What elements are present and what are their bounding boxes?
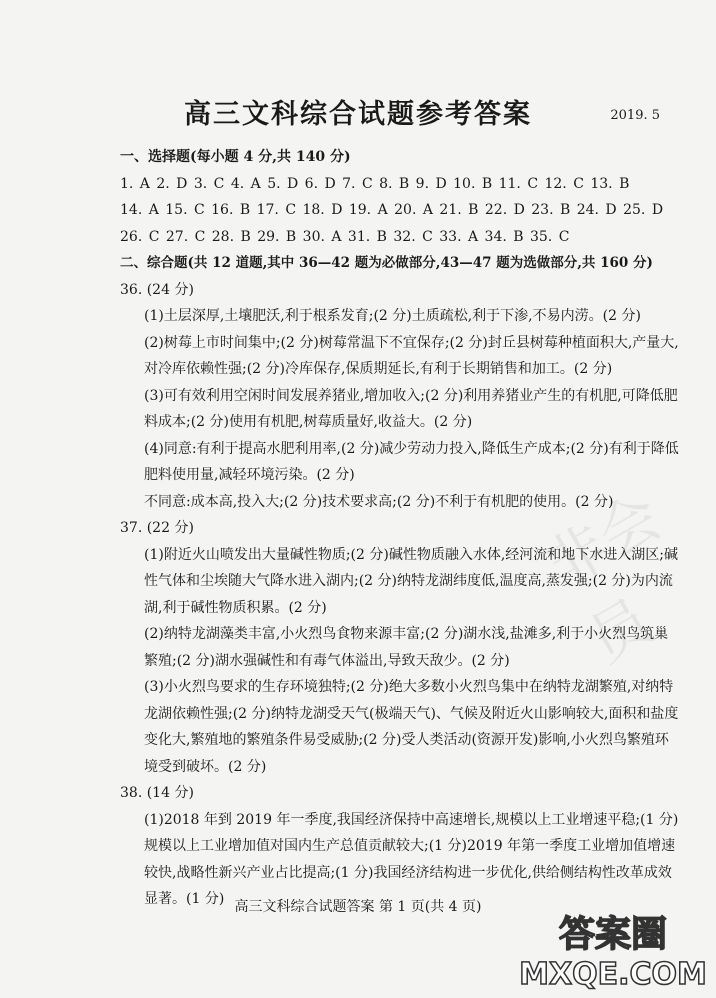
q36-part-1: (1)土层深厚,土壤肥沃,利于根系发育;(2 分)土质疏松,利于下渗,不易内涝。(2 分) <box>144 308 641 324</box>
page-footer: 高三文科综合试题答案 第 1 页(共 4 页) <box>234 899 482 915</box>
choice-answers-row-1: 1. A 2. D 3. C 4. A 5. D 6. D 7. C 8. B 9. D 10. B 11. C 12. C 13. B <box>120 175 630 192</box>
q37-part-3: (3)小火烈鸟要求的生存环境独特;(2 分)绝大多数小火烈鸟集中在纳特龙湖繁殖,对纳特龙湖依赖性强;(2 分)纳特龙湖受天气(极端天气)、气候及附近火山影响较大,面积和盐度变化大,繁殖地的繁殖条件易受威胁;(2 分)受人类活动(资源开发)影响,小火烈鸟繁殖环境受到破坏。(2 分) <box>144 679 679 775</box>
logo-text-bottom: MXQE.COM <box>519 957 707 992</box>
exam-date: 2019. 5 <box>610 108 660 123</box>
comprehensive-heading: 二、综合题(共 12 道题,其中 36—42 题为必做部分,43—47 题为选做部分,共 160 分) <box>120 255 653 271</box>
choice-heading: 一、选择题(每小题 4 分,共 140 分) <box>120 149 351 165</box>
q37-number: 37. (22 分) <box>120 520 194 536</box>
logo-text-top: 答案圈 <box>558 914 668 955</box>
page-title: 高三文科综合试题参考答案 <box>184 99 532 130</box>
q37-part-2: (2)纳特龙湖藻类丰富,小火烈鸟食物来源丰富;(2 分)湖水浅,盐滩多,利于小火烈鸟筑巢繁殖;(2 分)湖水强碱性和有毒气体溢出,导致天敌少。(2 分) <box>144 626 669 669</box>
choice-answers-row-2: 14. A 15. C 16. B 17. C 18. D 19. A 20. A 21. B 22. D 23. B 24. D 25. D <box>120 202 664 218</box>
q38-number: 38. (14 分) <box>120 785 194 801</box>
q36-part-4-disagree: 不同意:成本高,投入大;(2 分)技术要求高;(2 分)不利于有机肥的使用。(2 分) <box>144 493 614 510</box>
q38-part-1: (1)2018 年到 2019 年一季度,我国经济保持中高速增长,规模以上工业增速平稳;(1 分)规模以上工业增加值对国内生产总值贡献较大;(1 分)2019 年第一季度工业增加值增速较快,战略性新兴产业占比提高;(1 分)我国经济结构进一步优化,供给侧结构性改革成效显著。(1 分) <box>144 811 679 907</box>
answer-content <box>120 144 680 913</box>
q36-part-4: (4)同意:有利于提高水肥利用率,(2 分)减少劳动力投入,降低生产成本;(2 分)有利于降低肥料使用量,减轻环境污染。(2 分) <box>144 440 679 483</box>
q37-part-1: (1)附近火山喷发出大量碱性物质;(2 分)碱性物质融入水体,经河流和地下水进入湖区;碱性气体和尘埃随大气降水进入湖内;(2 分)纳特龙湖纬度低,温度高,蒸发强;(2 分)为内流湖,利于碱性物质积累。(2 分) <box>144 546 678 616</box>
q36-part-3: (3)可有效利用空闲时间发展养猪业,增加收入;(2 分)利用养猪业产生的有机肥,可降低肥料成本;(2 分)使用有机肥,树莓质量好,收益大。(2 分) <box>144 387 678 430</box>
faint-watermark: 非会员 <box>533 481 673 677</box>
site-logo <box>518 906 708 992</box>
choice-answers-row-3: 26. C 27. C 28. B 29. B 30. A 31. B 32. C 33. A 34. B 35. C <box>120 228 570 245</box>
q36-number: 36. (24 分) <box>120 281 194 298</box>
q36-part-2: (2)树莓上市时间集中;(2 分)树莓常温下不宜保存;(2 分)封丘县树莓种植面积大,产量大,对冷库依赖性强;(2 分)冷库保存,保质期延长,有利于长期销售和加工。(2 分) <box>144 334 679 377</box>
